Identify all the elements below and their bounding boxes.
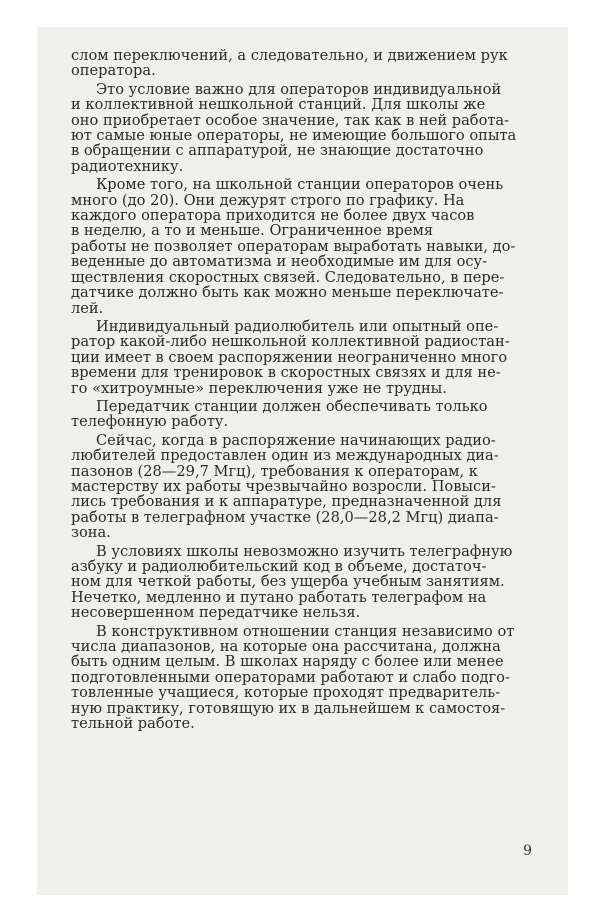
text-line: Это условие важно для операторов индивидуальной (96, 81, 502, 98)
paragraph (71, 624, 539, 732)
text-line: в обращении с аппаратурой, не знающие достаточно (71, 143, 484, 159)
text-line: ную практику, готовящую их в дальнейшем к самостоя- (71, 700, 506, 717)
text-line: быть одним целым. В школах наряду с более или менее (71, 654, 504, 670)
text-line: телефонную работу. (71, 414, 229, 430)
text-line: тельной работе. (71, 716, 195, 732)
text-line: ют самые юные операторы, не имеющие большого опыта (71, 128, 517, 144)
text-line: слом переключений, а следовательно, и движением рук (71, 48, 508, 64)
text-line: в неделю, а то и меньше. Ограниченное время (71, 223, 434, 239)
paragraph (71, 399, 539, 430)
text-line: товленные учащиеся, которые проходят предваритель- (71, 685, 501, 701)
text-line: зона. (71, 525, 111, 541)
text-line: работы не позволяет операторам выработать навыки, до- (71, 238, 516, 255)
text-line: много (до 20). Они дежурят строго по графику. На (71, 192, 465, 209)
paragraph (71, 319, 539, 396)
text-line: ществления скоростных связей. Следовательно, в пере- (71, 269, 505, 286)
text-line: каждого оператора приходится не более двух часов (71, 208, 475, 224)
page-number: 9 (523, 843, 532, 859)
text-line: ном для четкой работы, без ущерба учебным занятиям. (71, 574, 505, 590)
text-line: числа диапазонов, на которые она рассчитана, должна (71, 639, 501, 655)
text-line: Передатчик станции должен обеспечивать только (96, 398, 488, 415)
text-line: лей. (71, 300, 104, 316)
text-line: В условиях школы невозможно изучить телеграфную (96, 543, 513, 559)
text-line: лись требования и к аппаратуре, предназначенной для (71, 494, 502, 510)
text-line: пазонов (28—29,7 Мгц), требования к операторам, к (71, 463, 478, 479)
text-line: несовершенном передатчике нельзя. (71, 605, 361, 621)
paragraph (71, 82, 539, 174)
paragraph (71, 48, 539, 79)
text-line: работы в телеграфном участке (28,0—28,2 Мгц) диапа- (71, 509, 499, 526)
text-line: оно приобретает особое значение, так как в ней работа- (71, 112, 510, 129)
text-line: мастерству их работы чрезвычайно возросли. Повыси- (71, 478, 496, 495)
text-line: времени для тренировок в скоростных связях и для не- (71, 365, 501, 381)
paragraph (71, 544, 539, 621)
text-line: радиотехнику. (71, 158, 184, 175)
paragraph (71, 433, 539, 541)
text-line: го «хитроумные» переключения уже не трудны. (71, 380, 447, 396)
text-line: Нечетко, медленно и путано работать телеграфом на (71, 589, 487, 606)
text-line: любителей предоставлен один из международных диа- (71, 448, 499, 464)
text-line: В конструктивном отношении станция независимо от (96, 623, 515, 640)
text-line: датчике должно быть как можно меньше переключате- (71, 285, 504, 301)
text-line: веденные до автоматизма и необходимые им для осу- (71, 254, 488, 270)
text-line: ции имеет в своем распоряжении неограниченно много (71, 349, 508, 366)
text-line: Сейчас, когда в распоряжение начинающих радио- (96, 432, 496, 449)
book-page (37, 27, 568, 895)
body-text (71, 48, 539, 734)
text-line: ратор какой-либо нешкольной коллективной радиостан- (71, 334, 510, 350)
text-line: подготовленными операторами работают и слабо подго- (71, 669, 510, 686)
text-line: оператора. (71, 63, 156, 79)
text-line: Кроме того, на школьной станции операторов очень (96, 177, 504, 193)
text-line: Индивидуальный радиолюбитель или опытный опе- (96, 318, 499, 335)
paragraph (71, 177, 539, 316)
text-line: азбуку и радиолюбительский код в объеме, достаточ- (71, 559, 487, 575)
text-line: и коллективной нешкольной станций. Для школы же (71, 97, 486, 113)
